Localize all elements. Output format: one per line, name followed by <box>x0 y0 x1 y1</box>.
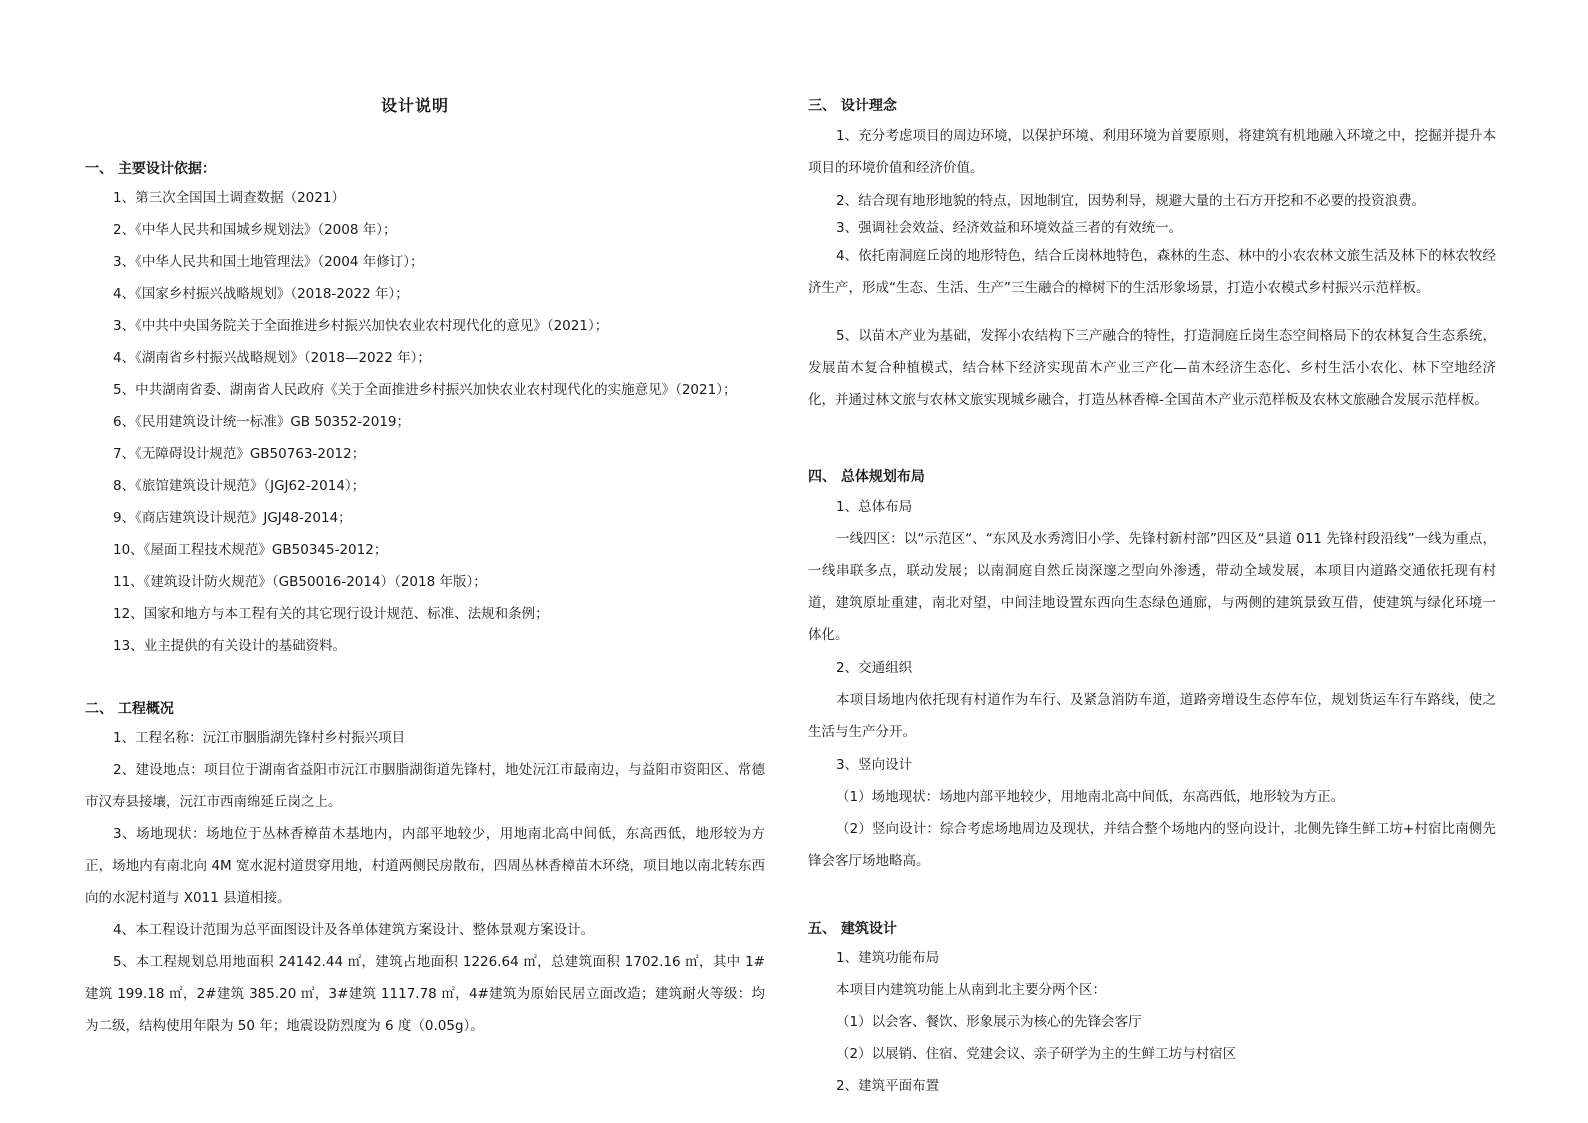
project-name: 1、工程名称：沅江市胭脂湖先锋村乡村振兴项目 <box>113 730 406 746</box>
site-status: 3、场地现状：场地位于丛林香樟苗木基地内，内部平地较少，用地南北高中间低，东高西低，地形较为方正，场地内有南北向 4M 宽水泥村道贯穿用地，村道两侧民房散布，四周丛林香樟苗木环绕，项目地以南北转东西向的水泥村道与 X011 县道相接。 <box>85 826 765 906</box>
basis-item: 4、《湖南省乡村振兴战略规划》（2018—2022 年）； <box>113 350 431 366</box>
design-scope: 4、本工程设计范围为总平面图设计及各单体建筑方案设计、整体景观方案设计。 <box>113 922 595 938</box>
basis-item: 9、《商店建筑设计规范》JGJ48-2014； <box>113 510 352 526</box>
section-2-heading: 二、 工程概况 <box>85 701 174 717</box>
function-subheading: 1、建筑功能布局 <box>836 950 940 966</box>
section-3-heading: 三、 设计理念 <box>808 98 897 114</box>
project-area-stats: 5、本工程规划总用地面积 24142.44 ㎡，建筑占地面积 1226.64 ㎡，总建筑面积 1702.16 ㎡，其中 1#建筑 199.18 ㎡，2#建筑 385.20 ㎡，3#建筑 1117.78 ㎡，4#建筑为原始民居立面改造；建筑耐火等级：均为二级，结构使用年限为 50 年；地震设防烈度为 6 度（0.05g）。 <box>85 954 765 1034</box>
basis-item: 1、第三次全国国土调查数据（2021） <box>113 190 345 206</box>
project-location: 2、建设地点：项目位于湖南省益阳市沅江市胭脂湖街道先锋村，地处沅江市最南边，与益阳市资阳区、常德市汉寿县接壤，沅江市西南绵延丘岗之上。 <box>85 762 765 810</box>
basis-item: 11、《建筑设计防火规范》（GB50016-2014）（2018 年版）； <box>113 574 487 590</box>
basis-item: 5、中共湖南省委、湖南省人民政府《关于全面推进乡村振兴加快农业农村现代化的实施意见》（2021）； <box>113 382 737 398</box>
function-zone-1: （1）以会客、餐饮、形象展示为核心的先锋会客厅 <box>836 1014 1142 1030</box>
function-text: 本项目内建筑功能上从南到北主要分两个区： <box>836 982 1106 998</box>
function-zone-2: （2）以展销、住宿、党建会议、亲子研学为主的生鲜工坊与村宿区 <box>836 1046 1237 1062</box>
basis-item: 13、业主提供的有关设计的基础资料。 <box>113 638 347 654</box>
basis-item: 6、《民用建筑设计统一标准》GB 50352-2019； <box>113 414 411 430</box>
basis-item: 12、国家和地方与本工程有关的其它现行设计规范、标准、法规和条例； <box>113 606 549 622</box>
basis-item: 3、《中共中央国务院关于全面推进乡村振兴加快农业农村现代化的意见》（2021）； <box>113 318 609 334</box>
section-1-heading: 一、 主要设计依据： <box>85 161 216 177</box>
basis-item: 4、《国家乡村振兴战略规划》（2018-2022 年）； <box>113 286 409 302</box>
basis-item: 8、《旅馆建筑设计规范》（JGJ62-2014）； <box>113 478 366 494</box>
section-4-heading: 四、 总体规划布局 <box>808 469 925 485</box>
section-5-heading: 五、 建筑设计 <box>808 921 897 937</box>
basis-item: 2、《中华人民共和国城乡规划法》（2008 年）； <box>113 222 397 238</box>
concept-item: 1、充分考虑项目的周边环境，以保护环境、利用环境为首要原则，将建筑有机地融入环境之中，挖掘并提升本项目的环境价值和经济价值。 <box>808 128 1496 176</box>
layout-subheading: 1、总体布局 <box>836 499 913 515</box>
concept-item: 4、依托南洞庭丘岗的地形特色，结合丘岗林地特色，森林的生态、林中的小农农林文旅生活及林下的林农牧经济生产，形成“生态、生活、生产”三生融合的樟树下的生活形象场景，打造小农模式乡村振兴示范样板。 <box>808 248 1496 296</box>
overall-layout-text: 一线四区：以“示范区“、“东风及水秀湾旧小学、先锋村新村部”四区及“县道 011 先锋村段沿线”一线为重点，一线串联多点，联动发展；以南洞庭自然丘岗深邃之型向外渗透，带动全域发展，本项目内道路交通依托现有村道，建筑原址重建，南北对望，中间洼地设置东西向生态绿色通廊，与两侧的建筑景致互借，使建筑与绿化环境一体化。 <box>808 531 1496 643</box>
vertical-subheading: 3、竖向设计 <box>836 757 913 773</box>
traffic-subheading: 2、交通组织 <box>836 660 913 676</box>
vertical-design-text: （2）竖向设计：综合考虑场地周边及现状，并结合整个场地内的竖向设计，北侧先锋生鲜工坊+村宿比南侧先锋会客厅场地略高。 <box>808 821 1496 869</box>
basis-item: 10、《屋面工程技术规范》GB50345-2012； <box>113 542 388 558</box>
page-title: 设计说明 <box>380 96 449 115</box>
traffic-text: 本项目场地内依托现有村道作为车行、及紧急消防车道，道路旁增设生态停车位，规划货运车行车路线，使之生活与生产分开。 <box>808 692 1496 740</box>
concept-item: 5、以苗木产业为基础，发挥小农结构下三产融合的特性，打造洞庭丘岗生态空间格局下的农林复合生态系统，发展苗木复合种植模式，结合林下经济实现苗木产业三产化—苗木经济生态化、乡村生活小农化、林下空地经济化，并通过林文旅与农林文旅实现城乡融合，打造丛林香樟-全国苗木产业示范样板及农林文旅融合发展示范样板。 <box>808 328 1496 408</box>
plan-subheading: 2、建筑平面布置 <box>836 1078 940 1094</box>
concept-item: 2、结合现有地形地貌的特点，因地制宜，因势利导，规避大量的土石方开挖和不必要的投资浪费。 <box>836 193 1426 209</box>
concept-item: 3、强调社会效益、经济效益和环境效益三者的有效统一。 <box>836 220 1183 236</box>
basis-item: 3、《中华人民共和国土地管理法》（2004 年修订）； <box>113 254 424 270</box>
basis-item: 7、《无障碍设计规范》GB50763-2012； <box>113 446 366 462</box>
vertical-site-status: （1）场地现状：场地内部平地较少，用地南北高中间低，东高西低，地形较为方正。 <box>836 789 1345 805</box>
